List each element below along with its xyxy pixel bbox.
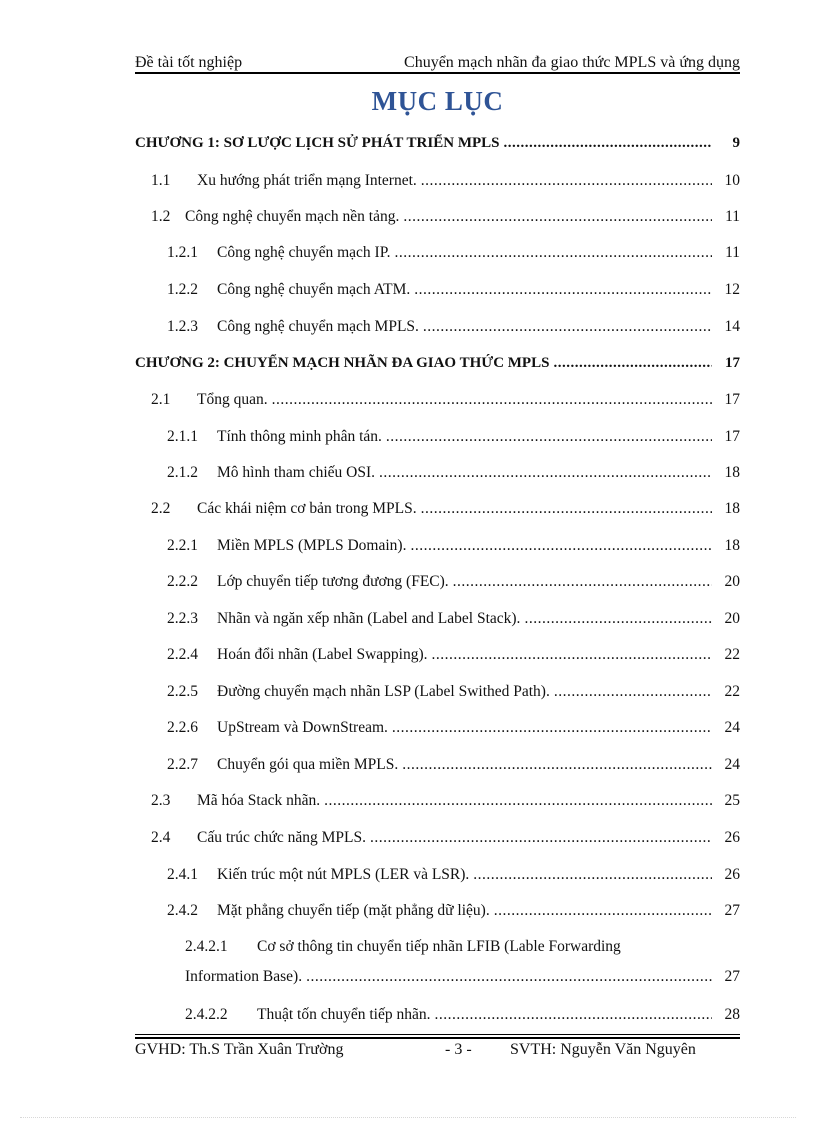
header-left-text: Đề tài tốt nghiệp [135,54,243,71]
toc-entry-number: 1.2.3 [167,318,198,335]
dot-leader [421,172,712,191]
page-title: MỤC LỤC [371,86,504,116]
dot-leader [386,428,712,447]
toc-entry[interactable] [167,573,740,592]
toc-entry-page: 20 [724,573,740,590]
toc-entry-title: Hoán đổi nhãn (Label Swapping). [217,646,428,663]
page-edge-dotted-line [20,1117,796,1118]
dot-leader [554,683,712,702]
footer-rule-thick [135,1037,740,1039]
toc-entry-number: 2.1.2 [167,464,198,481]
toc-entry-title: Đường chuyển mạch nhãn LSP (Label Swithed Path). [217,683,550,700]
toc-entry[interactable] [185,1006,740,1025]
toc-entry[interactable] [167,610,740,629]
toc-entry-page: 18 [724,464,740,481]
toc-entry-title: Mặt phẳng chuyển tiếp (mặt phẳng dữ liệu). [217,902,490,919]
toc-entry-page: 12 [724,281,740,298]
dot-leader [410,537,712,556]
toc-entry[interactable] [167,244,740,263]
toc-entry-title: Xu hướng phát triển mạng Internet. [197,172,417,189]
toc-entry-number: 1.1 [151,172,171,189]
toc-entry-page: 24 [724,756,740,773]
toc-entry-page: 9 [732,135,740,151]
toc-entry-number: 2.4.2.1 [185,938,228,955]
toc-entry-page: 11 [725,208,740,225]
dot-leader [394,244,712,263]
toc-chapter-entry[interactable] [135,354,740,372]
toc-entry-page: 10 [724,172,740,189]
toc-entry-number: 2.4.2.2 [185,1006,228,1023]
toc-entry-title: Cấu trúc chức năng MPLS. [197,829,366,846]
toc-entry-page: 14 [724,318,740,335]
toc-entry-number: 2.1.1 [167,428,198,445]
toc-entry-page: 25 [724,792,740,809]
dot-leader [553,354,712,372]
toc-entry-title: Mô hình tham chiếu OSI. [217,464,375,481]
dot-leader [524,610,712,629]
toc-entry-page: 22 [724,683,740,700]
toc-entry-number: 2.2.5 [167,683,198,700]
dot-leader [414,281,712,300]
toc-entry-number: 1.2 [151,208,171,225]
toc-entry-line[interactable] [185,938,621,956]
toc-entry[interactable] [167,318,740,337]
dot-leader [473,866,712,885]
toc-entry[interactable] [185,968,740,987]
toc-entry-page: 11 [725,244,740,261]
dot-leader [434,1006,712,1025]
dot-leader [370,829,712,848]
toc-entry-page: 17 [725,355,740,371]
page-number: - 3 - [445,1041,472,1058]
toc-entry-page: 18 [724,500,740,517]
toc-entry-page: 18 [724,537,740,554]
toc-entry-number: 2.2.6 [167,719,198,736]
toc-entry-page: 28 [724,1006,740,1023]
toc-entry-title: Miền MPLS (MPLS Domain). [217,537,407,554]
dot-leader [392,719,712,738]
toc-entry-page: 24 [724,719,740,736]
footer-student: SVTH: Nguyễn Văn Nguyên [510,1041,696,1058]
toc-entry-title: Kiến trúc một nút MPLS (LER và LSR). [217,866,470,883]
toc-entry[interactable] [167,683,740,702]
toc-entry-page: 17 [724,428,740,445]
toc-entry-number: 2.2.7 [167,756,198,773]
dot-leader [403,208,712,227]
toc-entry-title: Thuật tốn chuyển tiếp nhãn. [257,1006,431,1023]
footer-supervisor: GVHD: Th.S Trần Xuân Trường [135,1041,344,1058]
toc-entry[interactable] [167,902,740,921]
dot-leader [453,573,712,592]
toc-entry-title: Lớp chuyển tiếp tương đương (FEC). [217,573,449,590]
toc-entry[interactable] [151,172,740,191]
dot-leader [423,318,712,337]
page-header [135,48,740,72]
toc-entry-title: UpStream và DownStream. [217,719,388,736]
dot-leader [272,391,712,410]
toc-entry[interactable] [167,866,740,885]
toc-entry[interactable] [167,646,740,665]
toc-entry-number: 2.4.2 [167,902,198,919]
dot-leader [421,500,712,519]
toc-entry-page: 27 [724,902,740,919]
toc-entry[interactable] [167,428,740,447]
dot-leader [306,968,712,987]
toc-entry[interactable] [151,500,740,519]
toc-entry-title: Công nghệ chuyển mạch IP. [217,244,391,261]
toc-entry-number: 1.2.1 [167,244,198,261]
toc-entry-number: 2.2 [151,500,171,517]
toc-entry-number: 2.2.1 [167,537,198,554]
toc-entry-page: 17 [724,391,740,408]
toc-entry-title: Nhãn và ngăn xếp nhãn (Label and Label Stack). [217,610,521,627]
toc-entry[interactable] [167,537,740,556]
toc-entry-number: 2.4.1 [167,866,198,883]
toc-entry[interactable] [151,208,740,227]
toc-chapter-entry[interactable] [135,134,740,152]
toc-entry[interactable] [167,719,740,738]
toc-entry-title: Tổng quan. [197,391,268,408]
toc-entry-number: 1.2.2 [167,281,198,298]
toc-entry-number: 2.1 [151,391,171,408]
header-right-text: Chuyển mạch nhãn đa giao thức MPLS và ứng dụng [404,54,740,71]
toc-entry-title: Các khái niệm cơ bản trong MPLS. [197,500,417,517]
toc-entry-number: 2.2.3 [167,610,198,627]
toc-entry[interactable] [151,829,740,848]
toc-entry[interactable] [151,792,740,811]
toc-entry-page: 22 [724,646,740,663]
toc-entry-number: 2.2.4 [167,646,198,663]
toc-entry-page: 27 [724,968,740,985]
toc-entry-number: 2.3 [151,792,171,809]
toc-entry-title: Tính thông minh phân tán. [217,428,382,445]
footer-rule [135,1034,740,1035]
dot-leader [402,756,712,775]
toc-entry-title: Cơ sở thông tin chuyển tiếp nhãn LFIB (Lable Forwarding [257,938,621,955]
toc-entry-title: Mã hóa Stack nhãn. [197,792,321,809]
toc-entry-title: Chuyển gói qua miền MPLS. [217,756,399,773]
toc-entry-title: Công nghệ chuyển mạch nền tảng. [185,208,400,225]
toc-entry-title-continued: Information Base). [185,968,303,985]
toc-entry-number: 2.2.2 [167,573,198,590]
toc-entry[interactable] [167,756,740,775]
dot-leader [432,646,713,665]
toc-entry-page: 26 [724,866,740,883]
toc-entry-title: Công nghệ chuyển mạch ATM. [217,281,411,298]
toc-entry-title: Công nghệ chuyển mạch MPLS. [217,318,419,335]
toc-entry-page: 20 [724,610,740,627]
toc-entry-title: CHƯƠNG 1: SƠ LƯỢC LỊCH SỬ PHÁT TRIỂN MPLS [135,135,500,151]
toc-entry[interactable] [151,391,740,410]
dot-leader [494,902,712,921]
toc-entry[interactable] [167,464,740,483]
toc-entry-number: 2.4 [151,829,171,846]
dot-leader [503,134,712,152]
toc-entry-title: CHƯƠNG 2: CHUYỂN MẠCH NHÃN ĐA GIAO THỨC MPLS [135,355,550,371]
dot-leader [379,464,712,483]
dot-leader [324,792,712,811]
toc-entry-page: 26 [724,829,740,846]
toc-entry[interactable] [167,281,740,300]
header-rule [135,72,740,74]
